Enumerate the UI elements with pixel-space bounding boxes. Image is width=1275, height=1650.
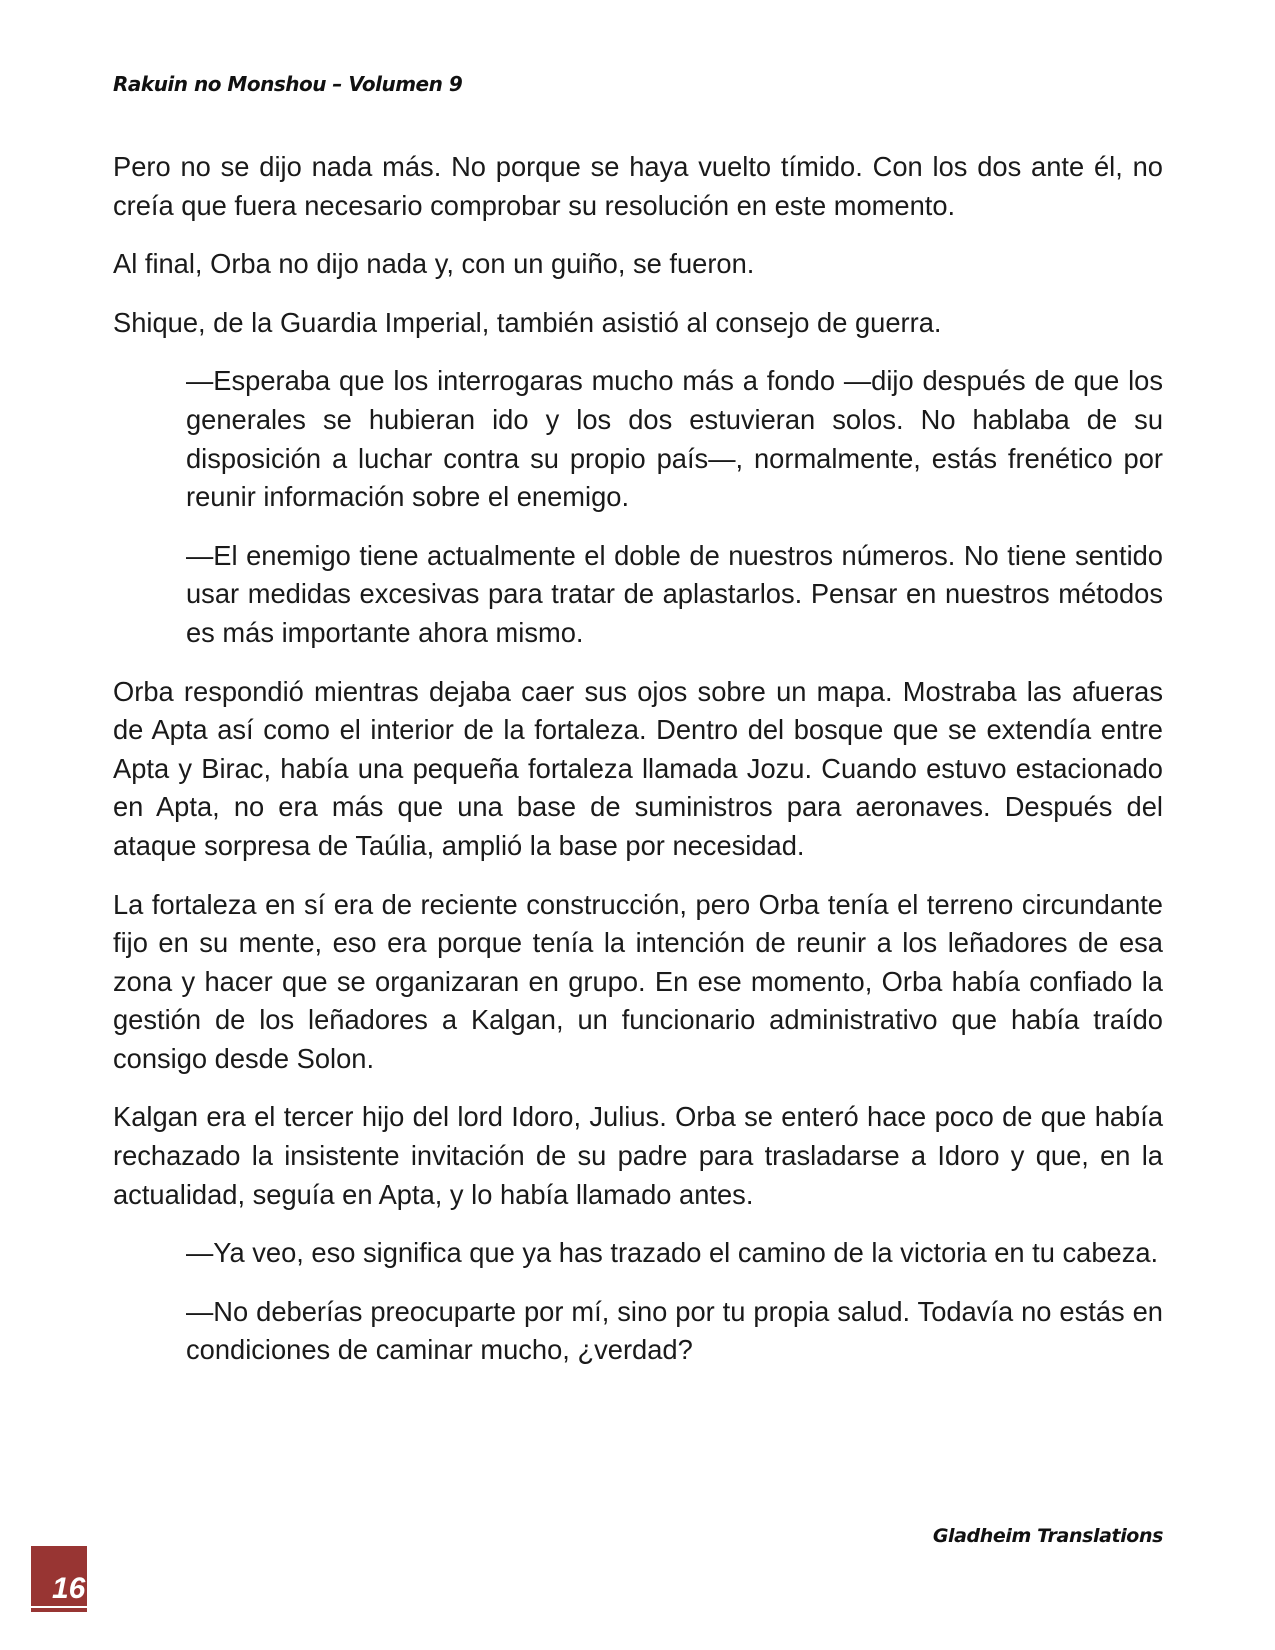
dialogue-paragraph: —Ya veo, eso significa que ya has trazado el camino de la victoria en tu cabeza.: [186, 1237, 1159, 1269]
footer-credit: Gladheim Translations: [932, 1525, 1163, 1547]
dialogue-paragraph: —El enemigo tiene actualmente el doble de nuestros números. No tiene sentido usar medidas excesivas para tratar de aplastarlos. Pensar en nuestros métodos es más importante ahora mismo.: [186, 539, 1163, 648]
paragraph: La fortaleza en sí era de reciente construcción, pero Orba tenía el terreno circundante fijo en su mente, eso era porque tenía la intención de reunir a los leñadores de esa zona y hacer que se organizaran en grupo. En ese momento, Orba había confiado la gestión de los leñadores a Kalgan, un funcionario administrativo que había traído consigo desde Solon.: [113, 888, 1163, 1074]
page-number-underline: [31, 1606, 87, 1608]
paragraph: Orba respondió mientras dejaba caer sus ojos sobre un mapa. Mostraba las afueras de Apta así como el interior de la fortaleza. Dentro del bosque que se extendía entre Apta y Birac, había una pequeña fortaleza llamada Jozu. Cuando estuvo estacionado en Apta, no era más que una base de suministros para aeronaves. Después del ataque sorpresa de Taúlia, amplió la base por necesidad.: [113, 675, 1163, 861]
dialogue-paragraph: —Esperaba que los interrogaras mucho más a fondo —dijo después de que los generales se hubieran ido y los dos estuvieran solos. No hablaba de su disposición a luchar contra su propio país—, normalmente, estás frenético por reunir información sobre el enemigo.: [186, 365, 1163, 513]
page-body-text: [113, 148, 1163, 1390]
paragraph: Al final, Orba no dijo nada y, con un guiño, se fueron.: [113, 248, 755, 280]
paragraph: Pero no se dijo nada más. No porque se haya vuelto tímido. Con los dos ante él, no creía que fuera necesario comprobar su resolución en este momento.: [113, 151, 1163, 221]
paragraph: Kalgan era el tercer hijo del lord Idoro, Julius. Orba se enteró hace poco de que había rechazado la insistente invitación de su padre para trasladarse a Idoro y que, en la actualidad, seguía en Apta, y lo había llamado antes.: [113, 1101, 1163, 1210]
dialogue-paragraph: —No deberías preocuparte por mí, sino por tu propia salud. Todavía no estás en condiciones de caminar mucho, ¿verdad?: [186, 1295, 1163, 1366]
running-header-title: Rakuin no Monshou – Volumen 9: [113, 72, 463, 96]
paragraph: Shique, de la Guardia Imperial, también asistió al consejo de guerra.: [113, 306, 942, 338]
page-number: 16: [52, 1572, 86, 1605]
